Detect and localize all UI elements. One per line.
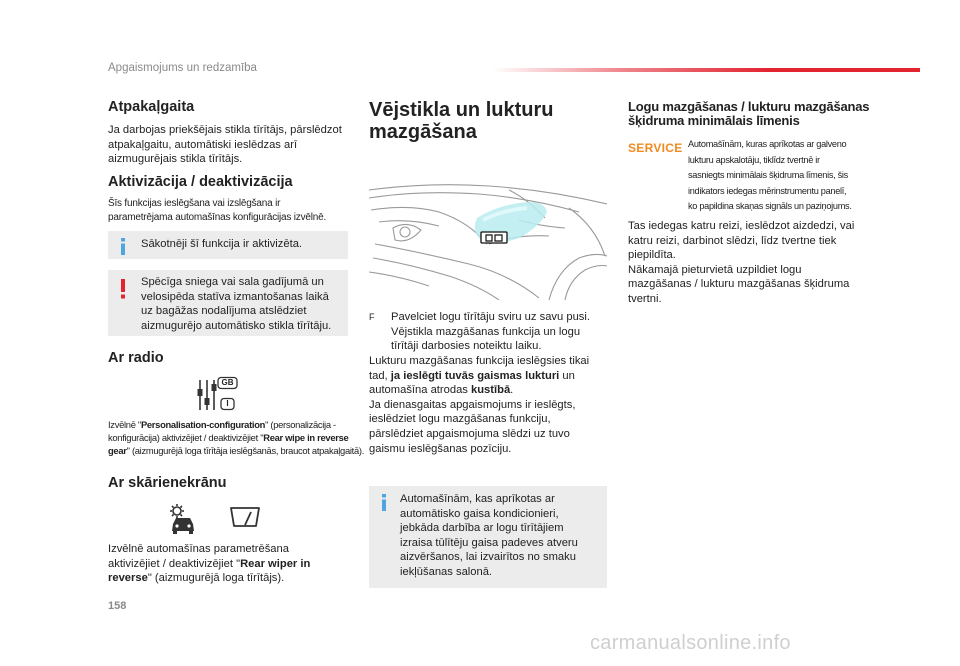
language-label-i: I [226,399,229,408]
text-line: Tas iedegas katru reizi, ieslēdzot aizdedzi, vai [628,220,855,232]
section-header: Apgaismojums un redzamība [108,62,257,74]
text-line: Automašīnām, kuras aprīkotas ar galveno [688,139,847,149]
text-line: jebkāda darbība ar logu tīrītājiem [400,522,564,535]
text-line: Šīs funkcijas ieslēgšana vai izslēgšana ir [108,198,281,209]
text-line: Ja darbojas priekšējais stikla tīrītājs, pārslēdzot [108,124,342,136]
text-line: aizvēršanos, lai izvairītos no smaku [400,551,576,564]
text-line: gaismu ieslēgšanas pozīciju. [369,442,512,455]
text-line: aizmugurējo automātisko stikla tīrītāju. [141,319,332,332]
text-line: ieslēdziet logu mazgāšanas funkciju, [369,413,551,426]
text-line: velosipēda statīva izmantošanas laikā [141,290,329,303]
info-note [108,231,348,259]
warning-note [108,270,348,336]
text-line: automātisko gaisa kondicionieri, [400,507,559,520]
text-line: Nākamajā pieturvietā uzpildiet logu [628,263,802,276]
warning-note-text [141,275,331,333]
text-line: mazgāšanas / lukturu mazgāšanas šķidruma [628,278,850,291]
heading-washing: Vējstikla un lukturu mazgāšana [369,99,554,143]
text-line: indikators iedegas mērinstrumentu panelī, [688,185,847,196]
text-line: lukturu apskalotāju, tiklīdz tvertnē ir [688,154,820,165]
text-line: iekļūšanas salonā. [400,565,493,578]
text-line: ko papildina skaņas signāls un paziņojums. [688,201,852,212]
info-note-text: Sākotnēji šī funkcija ir aktivizēta. [141,238,303,250]
text-line: Lukturu mazgāšanas funkcija ieslēgsies tikai [369,355,590,367]
text-line: sasniegts minimālais šķidruma līmenis, šis [688,170,848,181]
language-label-gb: GB [221,378,234,387]
heading-activation: Aktivizācija / deaktivizācija [108,174,293,190]
service-warning-icon: SERVICE [628,141,683,155]
radio-settings-icon [196,376,240,412]
warning-icon [119,279,127,299]
text-line: tvertni. [628,292,662,305]
bullet-marker: F [369,312,375,322]
text-line: Spēcīga sniega vai sala gadījumā un [141,276,324,288]
car-settings-icon [168,503,198,535]
text-line: atpakaļgaitu, automātiski ieslēdzas arī [108,138,298,151]
text-line: Vējstikla mazgāšanas funkcija un logu [391,325,581,338]
info-note-text [400,492,578,580]
text-line: izraisa tūlītēju gaisa padeves atveru [400,536,578,549]
heading-radio: Ar radio [108,350,164,366]
text-line: Izvēlnē automašīnas parametrēšana [108,543,289,555]
text-line: uz bagāžas nodalījuma atslēdziet [141,305,307,318]
paragraph-reverse [108,123,342,167]
text-line: aizmugurējais stikla tīrītājs. [108,153,243,166]
info-note-aircon [369,486,607,588]
heading-fluid-level: Logu mazgāšanas / lukturu mazgāšanas šķidruma minimālais līmenis [628,99,870,128]
text-line: katru reizi, darbinot slēdzi, līdz tvertne tiek [628,234,837,247]
text-line: tīrītāji darbosies noteiktu laiku. [391,340,542,353]
paragraph-fluid-refill [628,219,854,307]
watermark: carmanualsonline.info [590,632,791,654]
text-line: parametrējama automašīnas konfigurācijas izvēlnē. [108,212,327,223]
heading-touchscreen: Ar skārienekrānu [108,475,227,491]
text-line: Automašīnām, kas aprīkotas ar [400,493,555,505]
text-line: pārslēdziet apgaismojuma slēdzi uz tuvo [369,427,570,440]
paragraph-radio: Izvēlnē "Personalisation-configuration" (personalizācija - konfigurācija) aktivizējiet / deaktivizējiet "Rear wipe in reverse gear" (aizmugurējā loga tīrītāja ieslēgšanās, braucot atpakaļgaitā). [108,419,365,457]
text-line: Pavelciet logu tīrītāju sviru uz savu pusi. [391,311,590,323]
paragraph-headlamp-wash: Lukturu mazgāšanas funkcija ieslēgsies tikai tad, ja ieslēgti tuvās gaismas lukturi un automašīna atrodas kustībā. Ja dienasgaitas apgaismojums ir ieslēgts, ieslēdziet logu mazgāšanas funkciju, pārslēdziet apgaismojuma slēdzi uz tuvo gaismu ieslēgšanas pozīciju. [369,355,590,455]
rear-wiper-icon [229,506,261,528]
heading-reverse: Atpakaļgaita [108,99,195,115]
car-front-illustration [369,160,607,300]
header-accent-bar [492,68,920,72]
info-icon [119,238,127,255]
text-line: Ja dienasgaitas apgaismojums ir ieslēgts, [369,398,576,411]
info-icon [380,494,388,511]
paragraph-service [688,137,852,215]
paragraph-touchscreen: Izvēlnē automašīnas parametrēšana aktivizējiet / deaktivizējiet "Rear wiper in reverse" (aizmugurējā loga tīrītājs). [108,543,311,585]
paragraph-activation [108,197,326,225]
text-line: piepildīta. [628,249,676,262]
page-number: 158 [108,600,127,612]
